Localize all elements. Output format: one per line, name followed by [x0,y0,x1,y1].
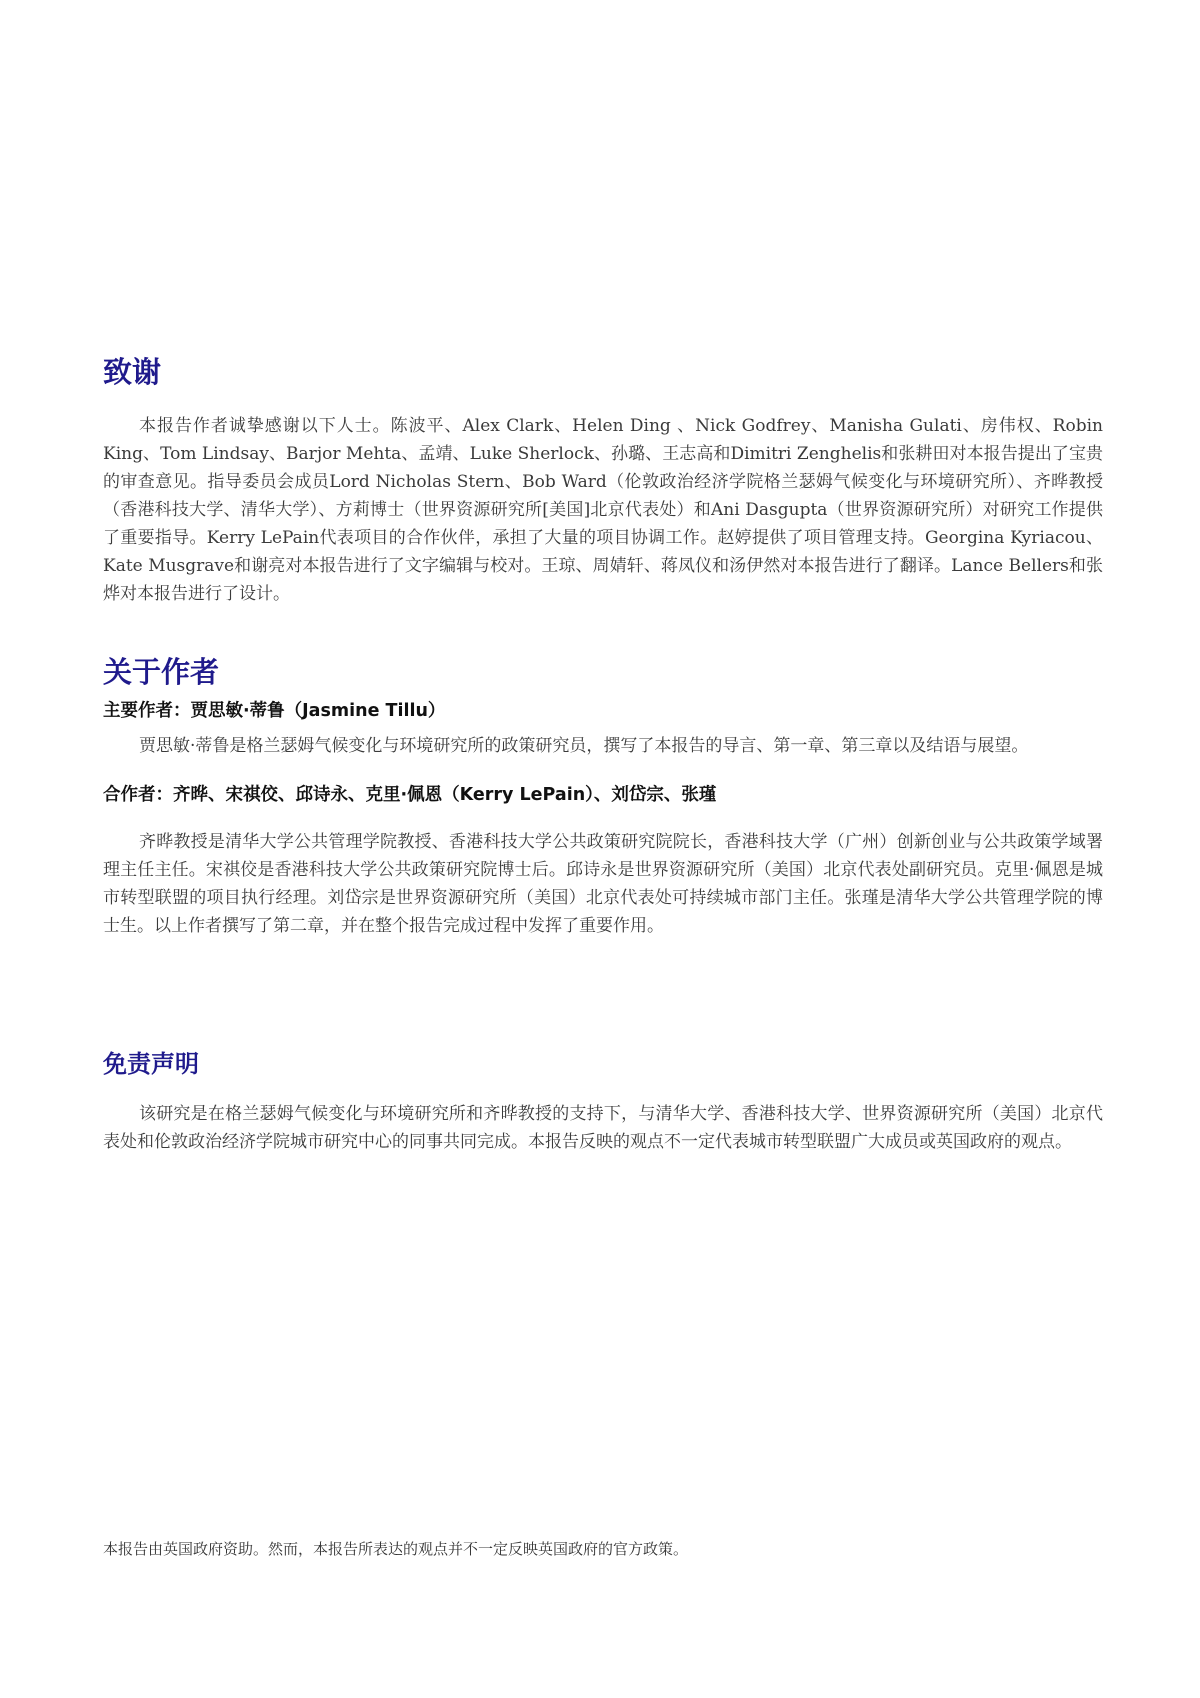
acknowledgements-heading: 致谢 [103,355,162,389]
acknowledgements-section [103,354,1103,608]
about-authors-heading: 关于作者 [103,655,220,689]
about-authors-section [103,654,1103,940]
funding-footnote: 本报告由英国政府资助。然而，本报告所表达的观点并不一定反映英国政府的官方政策。 [103,1540,689,1558]
coauthors-body: 齐晔教授是清华大学公共管理学院教授、香港科技大学公共政策研究院院长，香港科技大学（广州）创新创业与公共政策学域署理主任主任。宋祺佼是香港科技大学公共政策研究院博士后。邱诗永是世界资源研究所（美国）北京代表处副研究员。克里·佩恩是城市转型联盟的项目执行经理。刘岱宗是世界资源研究所（美国）北京代表处可持续城市部门主任。张瑾是清华大学公共管理学院的博士生。以上作者撰写了第二章，并在整个报告完成过程中发挥了重要作用。 [103,832,1103,936]
disclaimer-heading: 免责声明 [103,1050,199,1078]
acknowledgements-body: 本报告作者诚挚感谢以下人士。陈波平、Alex Clark、Helen Ding 、Nick Godfrey、Manisha Gulati、房伟权、Robin King、Tom Lindsay、Barjor Mehta、孟靖、Luke Sherlock、孙璐、王志高和Dimitri Zenghelis和张耕田对本报告提出了宝贵的审查意见。指导委员会成员Lord Nicholas Stern、Bob Ward（伦敦政治经济学院格兰瑟姆气候变化与环境研究所）、齐晔教授（香港科技大学、清华大学）、方莉博士（世界资源研究所[美国]北京代表处）和Ani Dasgupta（世界资源研究所）对研究工作提供了重要指导。Kerry LePain代表项目的合作伙伴，承担了大量的项目协调工作。赵婷提供了项目管理支持。Georgina Kyriacou、Kate Musgrave和谢亮对本报告进行了文字编辑与校对。王琼、周婧轩、蒋凤仪和汤伊然对本报告进行了翻译。Lance Bellers和张烨对本报告进行了设计。 [103,416,1103,604]
disclaimer-body: 该研究是在格兰瑟姆气候变化与环境研究所和齐晔教授的支持下，与清华大学、香港科技大学、世界资源研究所（美国）北京代表处和伦敦政治经济学院城市研究中心的同事共同完成。本报告反映的观点不一定代表城市转型联盟广大成员或英国政府的观点。 [103,1104,1103,1152]
lead-author-line: 主要作者：贾思敏·蒂鲁（Jasmine Tillu） [103,701,446,721]
disclaimer-section [103,1048,1103,1156]
lead-author-body: 贾思敏·蒂鲁是格兰瑟姆气候变化与环境研究所的政策研究员，撰写了本报告的导言、第一章、第三章以及结语与展望。 [139,736,1029,756]
coauthors-line: 合作者：齐晔、宋祺佼、邱诗永、克里·佩恩（Kerry LePain）、刘岱宗、张瑾 [103,785,717,805]
